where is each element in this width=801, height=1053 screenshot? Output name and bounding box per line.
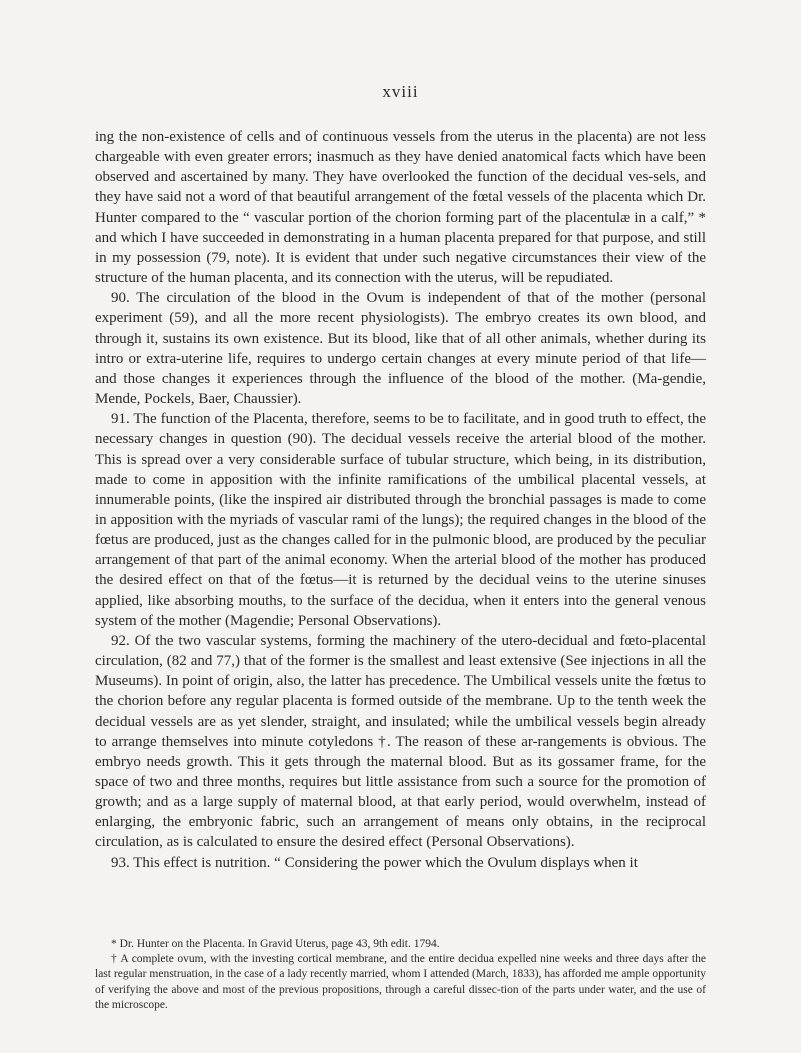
paragraph: 93. This effect is nutrition. “ Considering the power which the Ovulum displays when it: [111, 854, 638, 871]
page-number: xviii: [382, 82, 419, 101]
paragraph: ing the non-existence of cells and of continuous vessels from the uterus in the placenta) are not less chargeable with even greater errors; inasmuch as they have denied anatomical facts which have been observed and ascertained by many. They have overlooked the function of the decidual ves-sels, and they have said not a word of that beautiful arrangement of the fœtal vessels of the placenta which Dr. Hunter compared to the “ vascular portion of the chorion forming part of the placentulæ in a calf,” * and which I have succeeded in demonstrating in a human placenta prepared for that purpose, and still in my possession (79, note). It is evident that under such negative circumstances their view of the structure of the human placenta, and its connection with the uterus, will be repudiated.: [95, 129, 706, 287]
footnote: * Dr. Hunter on the Placenta. In Gravid Uterus, page 43, 9th edit. 1794.: [111, 938, 440, 950]
paragraph: 92. Of the two vascular systems, forming the machinery of the utero-decidual and fœto-placental circulation, (82 and 77,) that of the former is the smallest and least extensive (See injections in all the Museums). In point of origin, also, the latter has precedence. The Umbilical vessels unite the fœtus to the chorion before any regular placenta is formed outside of the membrane. Up to the tenth week the decidual vessels are as yet slender, straight, and insulated; while the umbilical vessels begin already to arrange themselves into minute cotyledons †. The reason of these ar-rangements is obvious. The embryo needs growth. This it gets through the maternal blood. But as its gossamer frame, for the space of two and three months, requires but little assistance from such a source for the promotion of growth; and as a large supply of maternal blood, at that early period, would overwhelm, instead of enlarging, the embryonic fabric, such an arrangement of means only obtains, in the reciprocal circulation, as is calculated to ensure the desired effect (Personal Observations).: [95, 632, 706, 851]
body-text: [95, 127, 706, 873]
paragraph: 91. The function of the Placenta, therefore, seems to be to facilitate, and in good truth to effect, the necessary changes in question (90). The decidual vessels receive the arterial blood of the mother. This is spread over a very considerable surface of tubular structure, which being, in its distribution, made to come in apposition with the infinite ramifications of the umbilical placental vessels, at innumerable points, (like the inspired air distributed through the bronchial passages is made to come in apposition with the myriads of vascular rami of the lungs); the required changes in the blood of the fœtus are produced, just as the changes called for in the pulmonic blood, are produced by the peculiar arrangement of that part of the animal economy. When the arterial blood of the mother has produced the desired effect on that of the fœtus—it is returned by the decidual veins to the uterine sinuses applied, like absorbing mouths, to the surface of the decidua, when it enters into the general venous system of the mother (Magendie; Personal Observations).: [95, 411, 706, 629]
paragraph: 90. The circulation of the blood in the Ovum is independent of that of the mother (personal experiment (59), and all the more recent physiologists). The embryo creates its own blood, and through it, sustains its own existence. But its blood, like that of all other animals, whether during its intro or extra-uterine life, requires to undergo certain changes at every minute period of that life—and those changes it experiences through the influence of the blood of the mother. (Ma-gendie, Mende, Pockels, Baer, Chaussier).: [95, 290, 706, 408]
footnote: † A complete ovum, with the investing cortical membrane, and the entire decidua expelled nine weeks and three days after the last regular menstruation, in the case of a lady recently married, whom I attended (March, 1833), has afforded me ample opportunity of verifying the above and most of the previous propositions, through a careful dissec-tion of the parts under water, and the use of the microscope.: [95, 953, 706, 1011]
footnotes: [95, 937, 706, 1013]
